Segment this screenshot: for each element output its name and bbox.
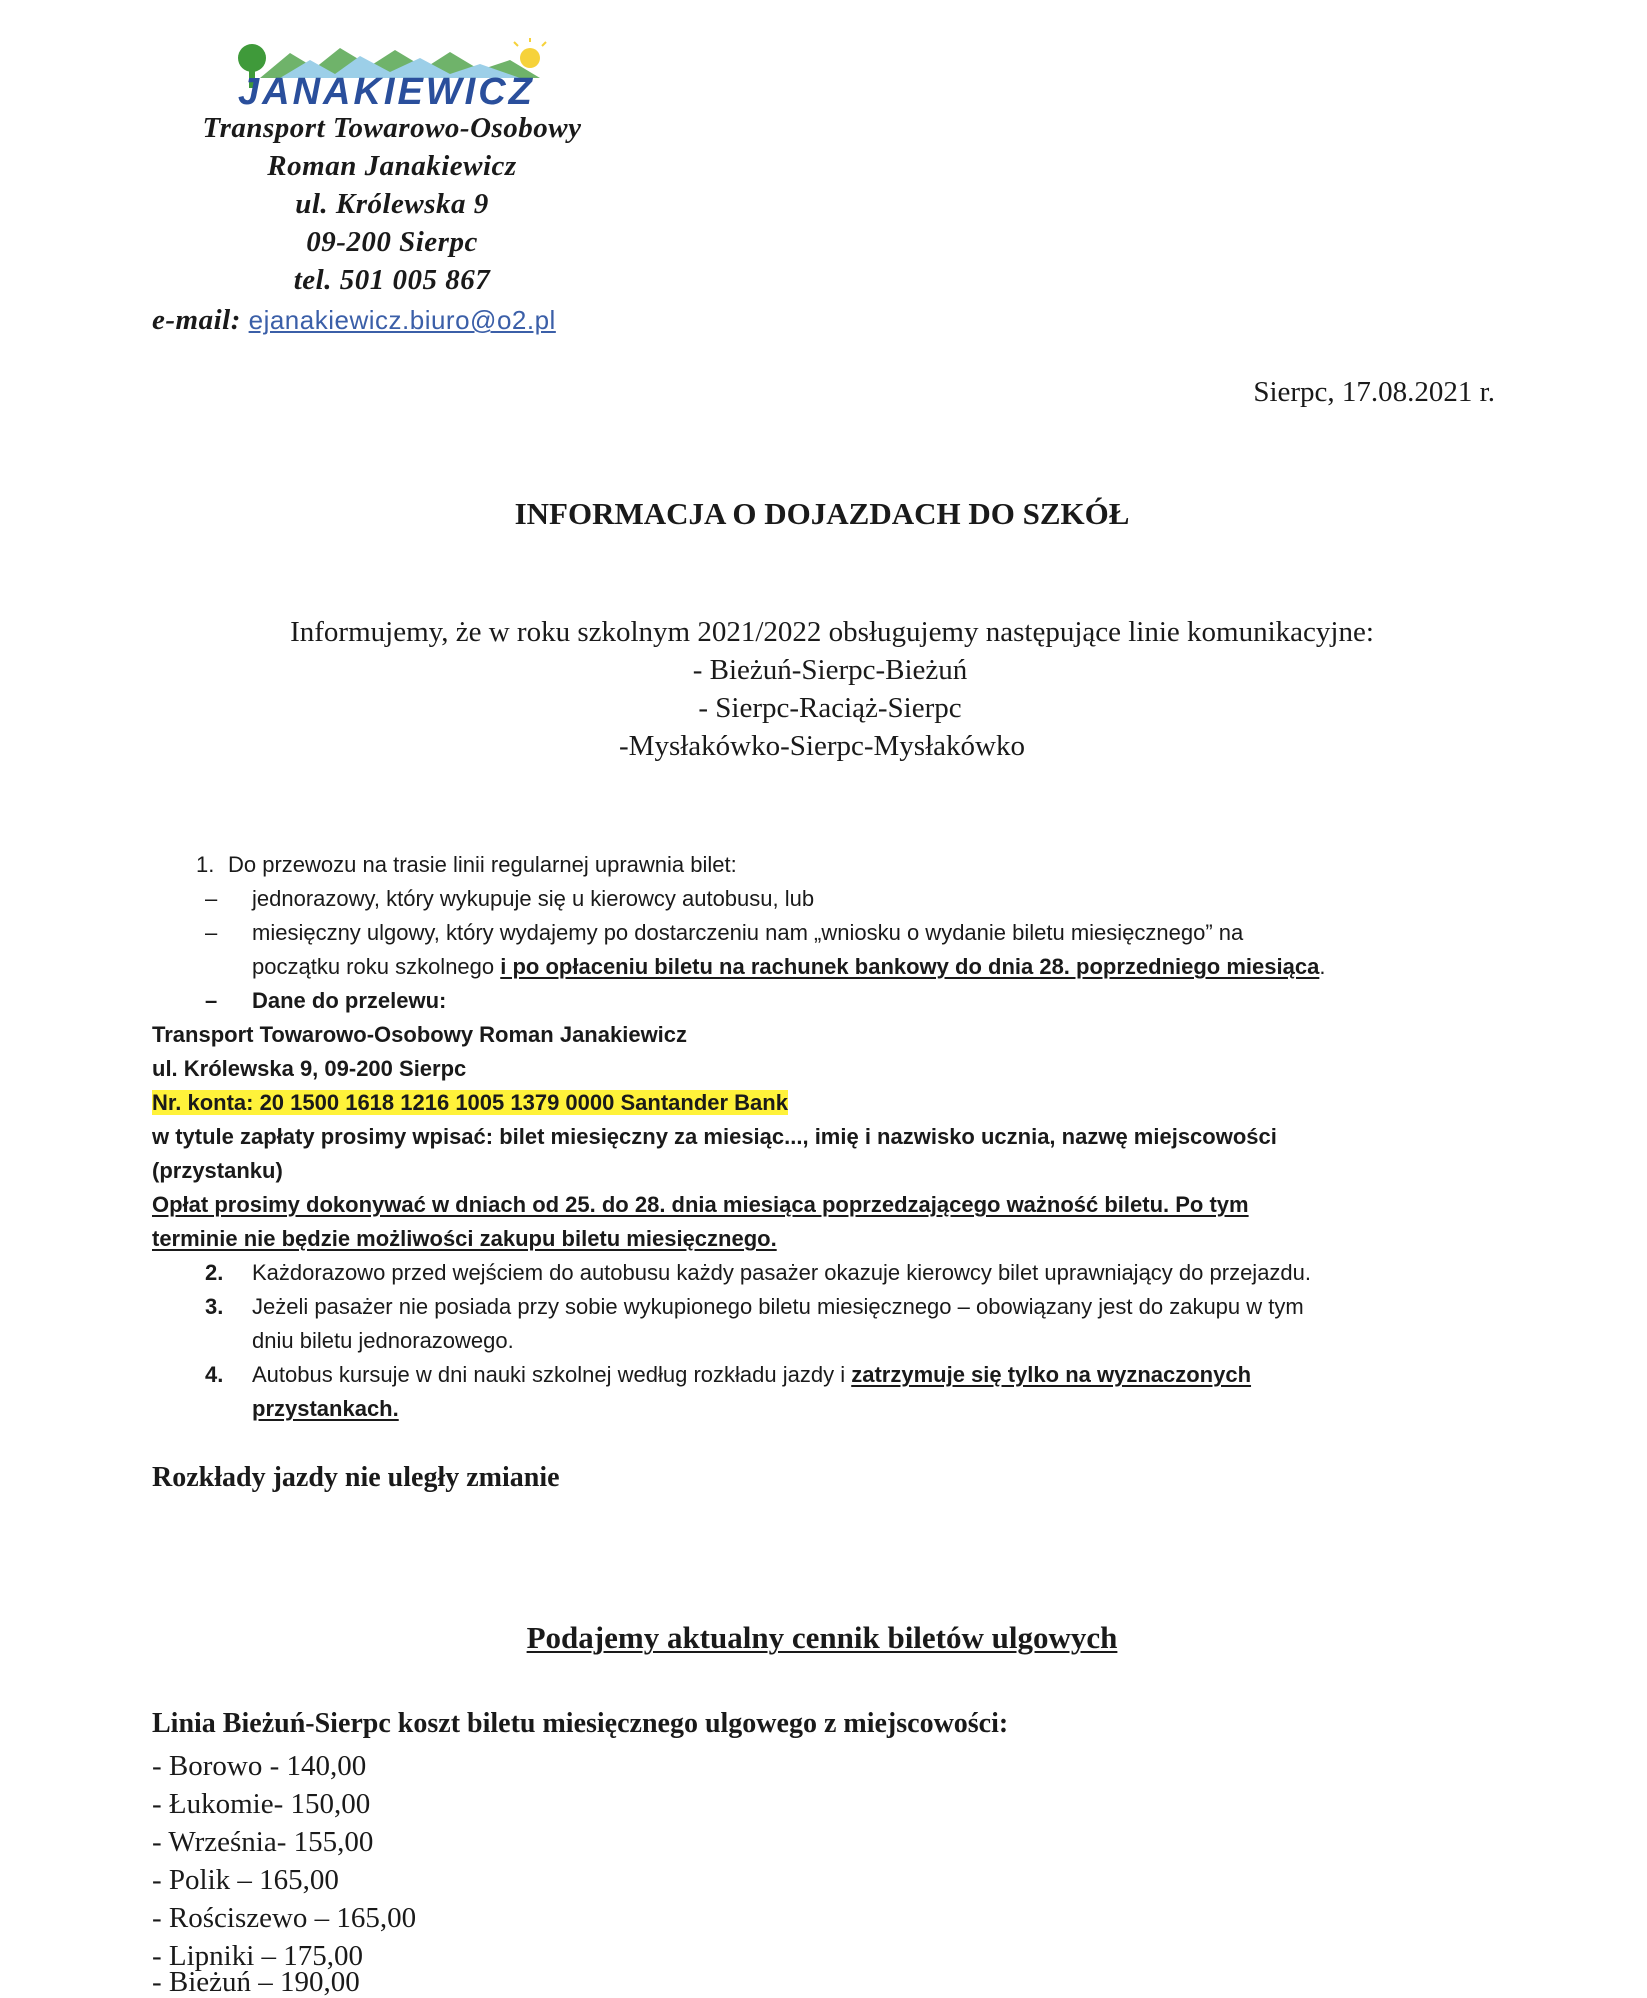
bank-account xyxy=(152,1090,788,1116)
transfer-recipient: Transport Towarowo-Osobowy Roman Janakiewicz xyxy=(152,1022,688,1047)
rule-2-text: Każdorazowo przed wejściem do autobusu każdy pasażer okazuje kierowcy bilet uprawniający do przejazdu. xyxy=(252,1260,1312,1285)
list-number-4: 4. xyxy=(205,1362,224,1387)
sub-2-start: początku roku szkolnego xyxy=(252,954,501,979)
payment-deadline-note: i po opłaceniu biletu na rachunek bankowy do dnia 28. poprzedniego miesiąca xyxy=(500,954,1320,979)
document-date: Sierpc, 17.08.2021 r. xyxy=(1253,376,1495,408)
logo-text: JANAKIEWICZ xyxy=(238,71,535,113)
price-item: - Września- 155,00 xyxy=(152,1826,374,1858)
transfer-title-line-2: (przystanku) xyxy=(152,1158,283,1183)
price-item: - Lipniki – 175,00 xyxy=(152,1940,364,1972)
street-address: ul. Królewska 9 xyxy=(295,188,489,220)
list-number-2: 2. xyxy=(205,1260,224,1285)
rule-3-line-1: Jeżeli pasażer nie posiada przy sobie wykupionego biletu miesięcznego – obowiązany jest do zakupu w tym xyxy=(252,1294,1304,1319)
phone-number: tel. 501 005 867 xyxy=(293,264,491,296)
company-logo xyxy=(220,38,560,113)
payment-period-line-1: Opłat prosimy dokonywać w dniach od 25. do 28. dnia miesiąca poprzedzającego ważność biletu. Po tym xyxy=(152,1192,1249,1217)
transfer-address: ul. Królewska 9, 09-200 Sierpc xyxy=(152,1056,467,1081)
bank-account-highlight: Nr. konta: 20 1500 1618 1216 1005 1379 0000 Santander Bank xyxy=(152,1090,788,1115)
logo-graphic xyxy=(220,38,560,113)
rule-1-sub-1: jednorazowy, który wykupuje się u kierowcy autobusu, lub xyxy=(252,886,815,911)
rule-4-line-1 xyxy=(252,1362,1251,1388)
dash-bullet: – xyxy=(205,886,218,911)
document-title: INFORMACJA O DOJAZDACH DO SZKÓŁ xyxy=(514,496,1130,531)
list-number-1: 1. xyxy=(196,852,215,877)
company-name: Transport Towarowo-Osobowy xyxy=(202,112,582,144)
price-item: - Rościszewo – 165,00 xyxy=(152,1902,417,1934)
schedule-note: Rozkłady jazdy nie uległy zmianie xyxy=(152,1462,560,1493)
price-item: - Łukomie- 150,00 xyxy=(152,1788,371,1820)
email-line xyxy=(152,304,556,337)
stops-only-note: zatrzymuje się tylko na wyznaczonych xyxy=(851,1362,1252,1387)
price-item: - Bieżuń – 190,00 xyxy=(152,1966,360,1998)
rule-4-start: Autobus kursuje w dni nauki szkolnej według rozkładu jazdy i xyxy=(252,1362,852,1387)
price-item: - Borowo - 140,00 xyxy=(152,1750,367,1782)
rule-1-text: Do przewozu na trasie linii regularnej uprawnia bilet: xyxy=(228,852,737,877)
email-link[interactable]: ejanakiewicz.biuro@o2.pl xyxy=(248,305,556,335)
dash-bullet: – xyxy=(205,988,218,1013)
transfer-data-label: Dane do przelewu: xyxy=(252,988,447,1013)
price-heading: Podajemy aktualny cennik biletów ulgowych xyxy=(526,1620,1118,1655)
route-line-2: - Sierpc-Raciąż-Sierpc xyxy=(698,692,962,724)
route-line-3: -Mysłakówko-Sierpc-Mysłakówko xyxy=(619,730,1025,762)
rule-4-line-2: przystankach. xyxy=(252,1396,399,1421)
sub-2-end: . xyxy=(1319,954,1326,979)
owner-name: Roman Janakiewicz xyxy=(267,150,517,182)
city-address: 09-200 Sierpc xyxy=(306,226,478,258)
price-item: - Polik – 165,00 xyxy=(152,1864,339,1896)
dash-bullet: – xyxy=(205,920,218,945)
email-label: e-mail: xyxy=(152,304,241,336)
rule-1-sub-2-line-2 xyxy=(252,954,1325,980)
payment-period-line-2: terminie nie będzie możliwości zakupu biletu miesięcznego. xyxy=(152,1226,777,1251)
rule-1-sub-2-line-1: miesięczny ulgowy, który wydajemy po dostarczeniu nam „wniosku o wydanie biletu miesięcznego” na xyxy=(252,920,1244,945)
intro-sentence: Informujemy, że w roku szkolnym 2021/2022 obsługujemy następujące linie komunikacyjne: xyxy=(290,616,1374,648)
transfer-title-line-1: w tytule zapłaty prosimy wpisać: bilet miesięczny za miesiąc..., imię i nazwisko ucznia, nazwę miejscowości xyxy=(152,1124,1277,1149)
price-line-heading: Linia Bieżuń-Sierpc koszt biletu miesięcznego ulgowego z miejscowości: xyxy=(152,1708,1009,1739)
rule-3-line-2: dniu biletu jednorazowego. xyxy=(252,1328,514,1353)
list-number-3: 3. xyxy=(205,1294,224,1319)
route-line-1: - Bieżuń-Sierpc-Bieżuń xyxy=(692,654,968,686)
